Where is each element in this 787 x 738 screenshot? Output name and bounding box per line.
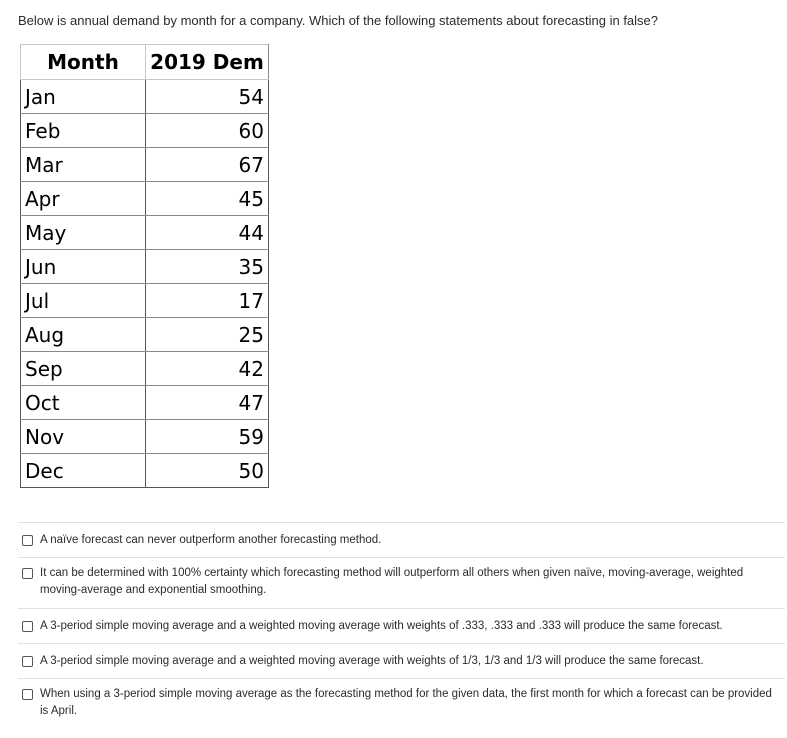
month-cell: Feb [21,114,146,148]
table-header-row [21,45,269,80]
demand-cell: 25 [146,318,269,352]
column-header-month: Month [21,45,146,80]
answer-option-3[interactable] [18,608,785,643]
table-row [21,182,269,216]
answer-option-1[interactable] [18,522,785,557]
table-row [21,420,269,454]
table-row [21,352,269,386]
demand-cell: 44 [146,216,269,250]
answer-options [18,522,785,729]
option-label: When using a 3-period simple moving average as the forecasting method for the given data, the first month for which a forecast can be provided is April. [40,688,772,717]
month-cell: Jun [21,250,146,284]
month-cell: Aug [21,318,146,352]
question-text: Below is annual demand by month for a company. Which of the following statements about forecasting in false? [18,13,659,28]
month-cell: Oct [21,386,146,420]
table-row [21,250,269,284]
table-row [21,80,269,114]
demand-cell: 67 [146,148,269,182]
checkbox-icon[interactable] [22,621,33,632]
demand-cell: 47 [146,386,269,420]
demand-cell: 35 [146,250,269,284]
table-row [21,318,269,352]
option-label: A 3-period simple moving average and a weighted moving average with weights of .333, .333 and .333 will produce the same forecast. [40,620,723,632]
demand-cell: 42 [146,352,269,386]
option-label: A naïve forecast can never outperform another forecasting method. [40,534,382,546]
month-cell: May [21,216,146,250]
table-row [21,386,269,420]
demand-table [20,44,269,488]
month-cell: Jan [21,80,146,114]
table-row [21,148,269,182]
checkbox-icon[interactable] [22,656,33,667]
table-row [21,284,269,318]
checkbox-icon[interactable] [22,568,33,579]
demand-cell: 60 [146,114,269,148]
answer-option-5[interactable] [18,678,785,729]
month-cell: Dec [21,454,146,488]
demand-cell: 17 [146,284,269,318]
answer-option-2[interactable] [18,557,785,608]
month-cell: Nov [21,420,146,454]
option-label: A 3-period simple moving average and a weighted moving average with weights of 1/3, 1/3 and 1/3 will produce the same forecast. [40,655,704,667]
demand-cell: 50 [146,454,269,488]
demand-cell: 59 [146,420,269,454]
demand-cell: 45 [146,182,269,216]
month-cell: Mar [21,148,146,182]
demand-cell: 54 [146,80,269,114]
answer-option-4[interactable] [18,643,785,678]
month-cell: Apr [21,182,146,216]
checkbox-icon[interactable] [22,535,33,546]
checkbox-icon[interactable] [22,689,33,700]
table-row [21,114,269,148]
option-label: It can be determined with 100% certainty which forecasting method will outperform all others when given naïve, moving-average, weighted moving-average and exponential smoothing. [40,567,744,596]
month-cell: Sep [21,352,146,386]
table-row [21,454,269,488]
column-header-demand: 2019 Dem [146,45,269,80]
table-row [21,216,269,250]
month-cell: Jul [21,284,146,318]
